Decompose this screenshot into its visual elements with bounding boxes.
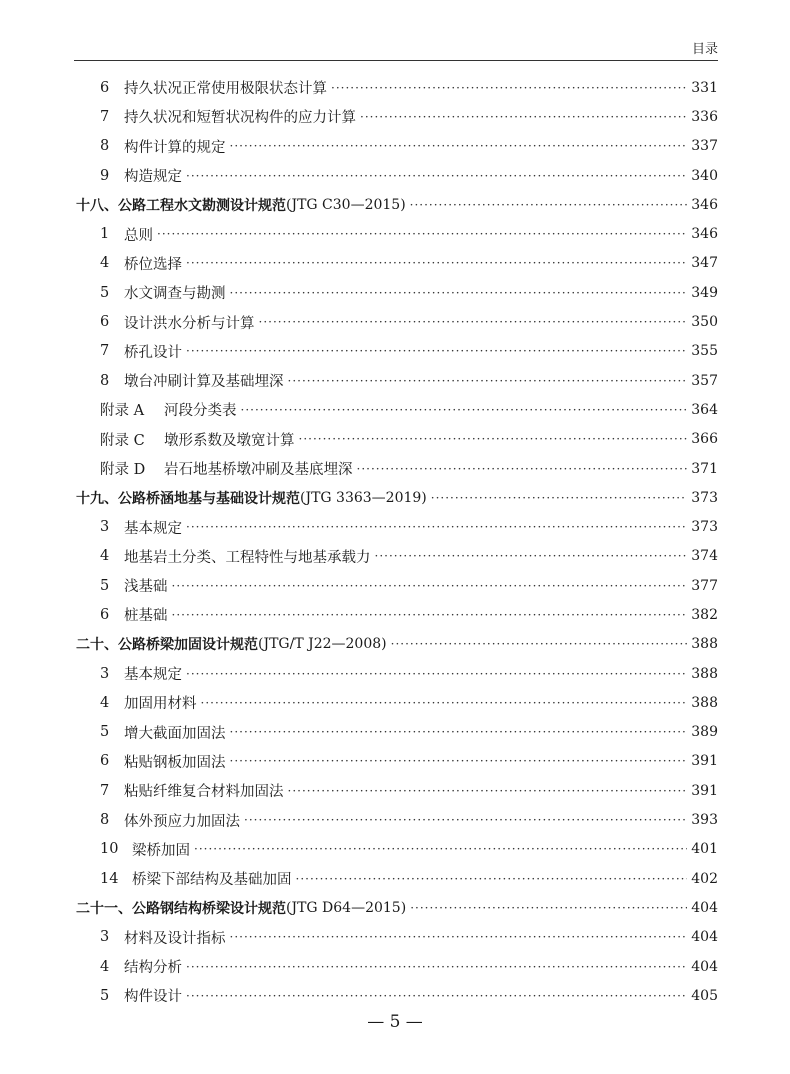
entry-number: 4 <box>100 548 110 565</box>
table-of-contents <box>76 73 718 1011</box>
dot-leader <box>230 754 688 768</box>
entry-number: 6 <box>100 314 110 331</box>
dot-leader <box>186 344 687 358</box>
entry-title: 河段分类表 <box>164 403 237 420</box>
entry-title: 材料及设计指标 <box>124 930 226 947</box>
entry-title: 桥孔设计 <box>124 344 182 361</box>
entry-page-number: 374 <box>691 548 718 565</box>
entry-number: 7 <box>100 108 110 125</box>
entry-title: 十八、公路工程水文勘测设计规范 <box>76 197 286 214</box>
dot-leader <box>186 256 687 270</box>
toc-entry[interactable] <box>76 600 718 629</box>
entry-number: 附录 C <box>100 432 145 449</box>
entry-title: 桥位选择 <box>124 256 182 273</box>
entry-page-number: 388 <box>691 694 718 711</box>
entry-number: 4 <box>100 255 110 272</box>
entry-number: 6 <box>100 753 110 770</box>
dot-leader <box>157 227 687 241</box>
entry-title: 构造规定 <box>124 169 182 186</box>
entry-page-number: 401 <box>691 841 718 858</box>
entry-number: 5 <box>100 577 110 594</box>
entry-page-number: 371 <box>691 460 718 477</box>
dot-leader <box>391 637 688 651</box>
toc-section-entry[interactable] <box>76 893 718 922</box>
toc-entry[interactable] <box>76 747 718 776</box>
dot-leader <box>410 901 687 915</box>
entry-number: 8 <box>100 372 110 389</box>
entry-number: 5 <box>100 724 110 741</box>
entry-page-number: 391 <box>691 782 718 799</box>
entry-standard-code: (JTG 3363—2019) <box>300 489 427 506</box>
entry-standard-code: (JTG/T J22—2008) <box>258 636 387 653</box>
entry-standard-code: (JTG D64—2015) <box>286 899 407 916</box>
footer-page-number: — 5 — <box>367 1012 423 1032</box>
dot-leader <box>230 725 688 739</box>
dot-leader <box>410 198 688 212</box>
entry-title: 体外预应力加固法 <box>124 813 240 830</box>
entry-number: 附录 A <box>100 403 145 420</box>
entry-title: 基本规定 <box>124 520 182 537</box>
entry-title: 增大截面加固法 <box>124 725 226 742</box>
entry-page-number: 402 <box>691 870 718 887</box>
dot-leader <box>431 491 688 505</box>
entry-title: 水文调查与勘测 <box>124 286 226 303</box>
entry-page-number: 393 <box>691 812 718 829</box>
toc-section-entry[interactable] <box>76 630 718 659</box>
header-rule <box>74 60 718 61</box>
dot-leader <box>230 930 688 944</box>
entry-page-number: 373 <box>691 489 718 506</box>
entry-title: 梁桥加固 <box>132 842 190 859</box>
header-label: 目录 <box>691 42 718 57</box>
entry-title: 加固用材料 <box>124 696 197 713</box>
entry-title: 持久状况和短暂状况构件的应力计算 <box>124 110 356 127</box>
dot-leader <box>244 813 687 827</box>
entry-number: 6 <box>100 79 110 96</box>
dot-leader <box>172 608 688 622</box>
toc-section-entry[interactable] <box>76 190 718 219</box>
entry-page-number: 377 <box>691 577 718 594</box>
entry-page-number: 404 <box>691 958 718 975</box>
entry-page-number: 349 <box>691 284 718 301</box>
entry-title: 墩台冲刷计算及基础埋深 <box>124 374 284 391</box>
toc-entry[interactable] <box>76 981 718 1010</box>
toc-entry[interactable] <box>76 805 718 834</box>
entry-number: 4 <box>100 694 110 711</box>
toc-entry[interactable] <box>76 307 718 336</box>
toc-entry[interactable] <box>76 923 718 952</box>
dot-leader <box>259 315 688 329</box>
entry-page-number: 350 <box>691 314 718 331</box>
entry-title: 地基岩土分类、工程特性与地基承载力 <box>124 549 371 566</box>
dot-leader <box>288 784 688 798</box>
entry-title: 构件计算的规定 <box>124 139 226 156</box>
entry-number: 5 <box>100 987 110 1004</box>
entry-number: 6 <box>100 606 110 623</box>
toc-entry[interactable] <box>76 161 718 190</box>
entry-page-number: 336 <box>691 108 718 125</box>
dot-leader <box>375 549 688 563</box>
toc-entry[interactable] <box>76 102 718 131</box>
entry-title: 十九、公路桥涵地基与基础设计规范 <box>76 490 300 507</box>
toc-entry[interactable] <box>76 425 718 454</box>
entry-number: 7 <box>100 343 110 360</box>
toc-entry[interactable] <box>76 337 718 366</box>
dot-leader <box>241 403 688 417</box>
entry-number: 附录 D <box>100 462 146 478</box>
entry-title: 总则 <box>124 227 153 244</box>
entry-title: 浅基础 <box>124 579 168 596</box>
dot-leader <box>186 520 687 534</box>
entry-page-number: 404 <box>691 899 718 916</box>
entry-number: 1 <box>100 226 110 243</box>
entry-page-number: 389 <box>691 724 718 741</box>
entry-page-number: 346 <box>691 196 718 213</box>
toc-entry[interactable] <box>76 688 718 717</box>
entry-page-number: 355 <box>691 343 718 360</box>
entry-page-number: 405 <box>691 987 718 1004</box>
entry-title: 持久状况正常使用极限状态计算 <box>124 81 327 98</box>
dot-leader <box>299 432 688 446</box>
dot-leader <box>360 110 687 124</box>
entry-title: 构件设计 <box>124 989 182 1006</box>
entry-standard-code: (JTG C30—2015) <box>286 196 406 213</box>
toc-entry[interactable] <box>76 73 718 102</box>
entry-title: 二十一、公路钢结构桥梁设计规范 <box>76 900 286 917</box>
toc-entry[interactable] <box>76 132 718 161</box>
dot-leader <box>230 139 688 153</box>
toc-entry[interactable] <box>76 776 718 805</box>
entry-title: 粘贴纤维复合材料加固法 <box>124 784 284 801</box>
toc-entry[interactable] <box>76 835 718 864</box>
toc-entry[interactable] <box>76 366 718 395</box>
dot-leader <box>201 696 688 710</box>
dot-leader <box>357 462 688 476</box>
entry-page-number: 331 <box>691 79 718 96</box>
toc-entry[interactable] <box>76 512 718 541</box>
entry-title: 桥梁下部结构及基础加固 <box>132 872 292 889</box>
entry-title: 岩石地基桥墩冲刷及基底埋深 <box>164 462 353 478</box>
entry-number: 8 <box>100 138 110 155</box>
toc-entry[interactable] <box>76 542 718 571</box>
entry-title: 墩形系数及墩宽计算 <box>164 432 295 449</box>
entry-title: 二十、公路桥梁加固设计规范 <box>76 637 258 654</box>
toc-entry[interactable] <box>76 219 718 248</box>
toc-entry[interactable] <box>76 952 718 981</box>
toc-entry[interactable] <box>76 864 718 893</box>
entry-number: 4 <box>100 958 110 975</box>
entry-page-number: 388 <box>691 636 718 653</box>
toc-entry[interactable] <box>76 395 718 424</box>
toc-entry[interactable] <box>76 571 718 600</box>
dot-leader <box>186 667 687 681</box>
entry-page-number: 347 <box>691 255 718 272</box>
entry-number: 9 <box>100 167 110 184</box>
toc-entry[interactable] <box>76 659 718 688</box>
entry-number: 10 <box>100 841 119 858</box>
entry-page-number: 340 <box>691 167 718 184</box>
toc-entry[interactable] <box>76 718 718 747</box>
entry-number: 5 <box>100 284 110 301</box>
entry-page-number: 391 <box>691 753 718 770</box>
entry-number: 7 <box>100 782 110 799</box>
entry-title: 设计洪水分析与计算 <box>124 315 255 332</box>
entry-number: 3 <box>100 519 110 536</box>
entry-number: 14 <box>100 870 119 887</box>
dot-leader <box>296 872 688 886</box>
entry-page-number: 366 <box>691 431 718 448</box>
dot-leader <box>288 374 688 388</box>
entry-number: 8 <box>100 812 110 829</box>
entry-page-number: 404 <box>691 929 718 946</box>
entry-page-number: 357 <box>691 372 718 389</box>
toc-entry[interactable] <box>76 454 718 483</box>
entry-number: 3 <box>100 665 110 682</box>
toc-section-entry[interactable] <box>76 483 718 512</box>
entry-page-number: 364 <box>691 401 718 418</box>
toc-entry[interactable] <box>76 249 718 278</box>
dot-leader <box>186 960 687 974</box>
entry-page-number: 373 <box>691 519 718 536</box>
entry-title: 桩基础 <box>124 608 168 625</box>
dot-leader <box>186 989 687 1003</box>
dot-leader <box>186 169 687 183</box>
toc-entry[interactable] <box>76 278 718 307</box>
entry-page-number: 337 <box>691 138 718 155</box>
entry-title: 基本规定 <box>124 667 182 684</box>
entry-number: 3 <box>100 929 110 946</box>
entry-page-number: 382 <box>691 606 718 623</box>
entry-title: 结构分析 <box>124 960 182 977</box>
entry-page-number: 346 <box>691 226 718 243</box>
dot-leader <box>172 579 688 593</box>
dot-leader <box>331 81 687 95</box>
entry-title: 粘贴钢板加固法 <box>124 754 226 771</box>
dot-leader <box>230 286 688 300</box>
entry-page-number: 388 <box>691 665 718 682</box>
dot-leader <box>194 842 687 856</box>
